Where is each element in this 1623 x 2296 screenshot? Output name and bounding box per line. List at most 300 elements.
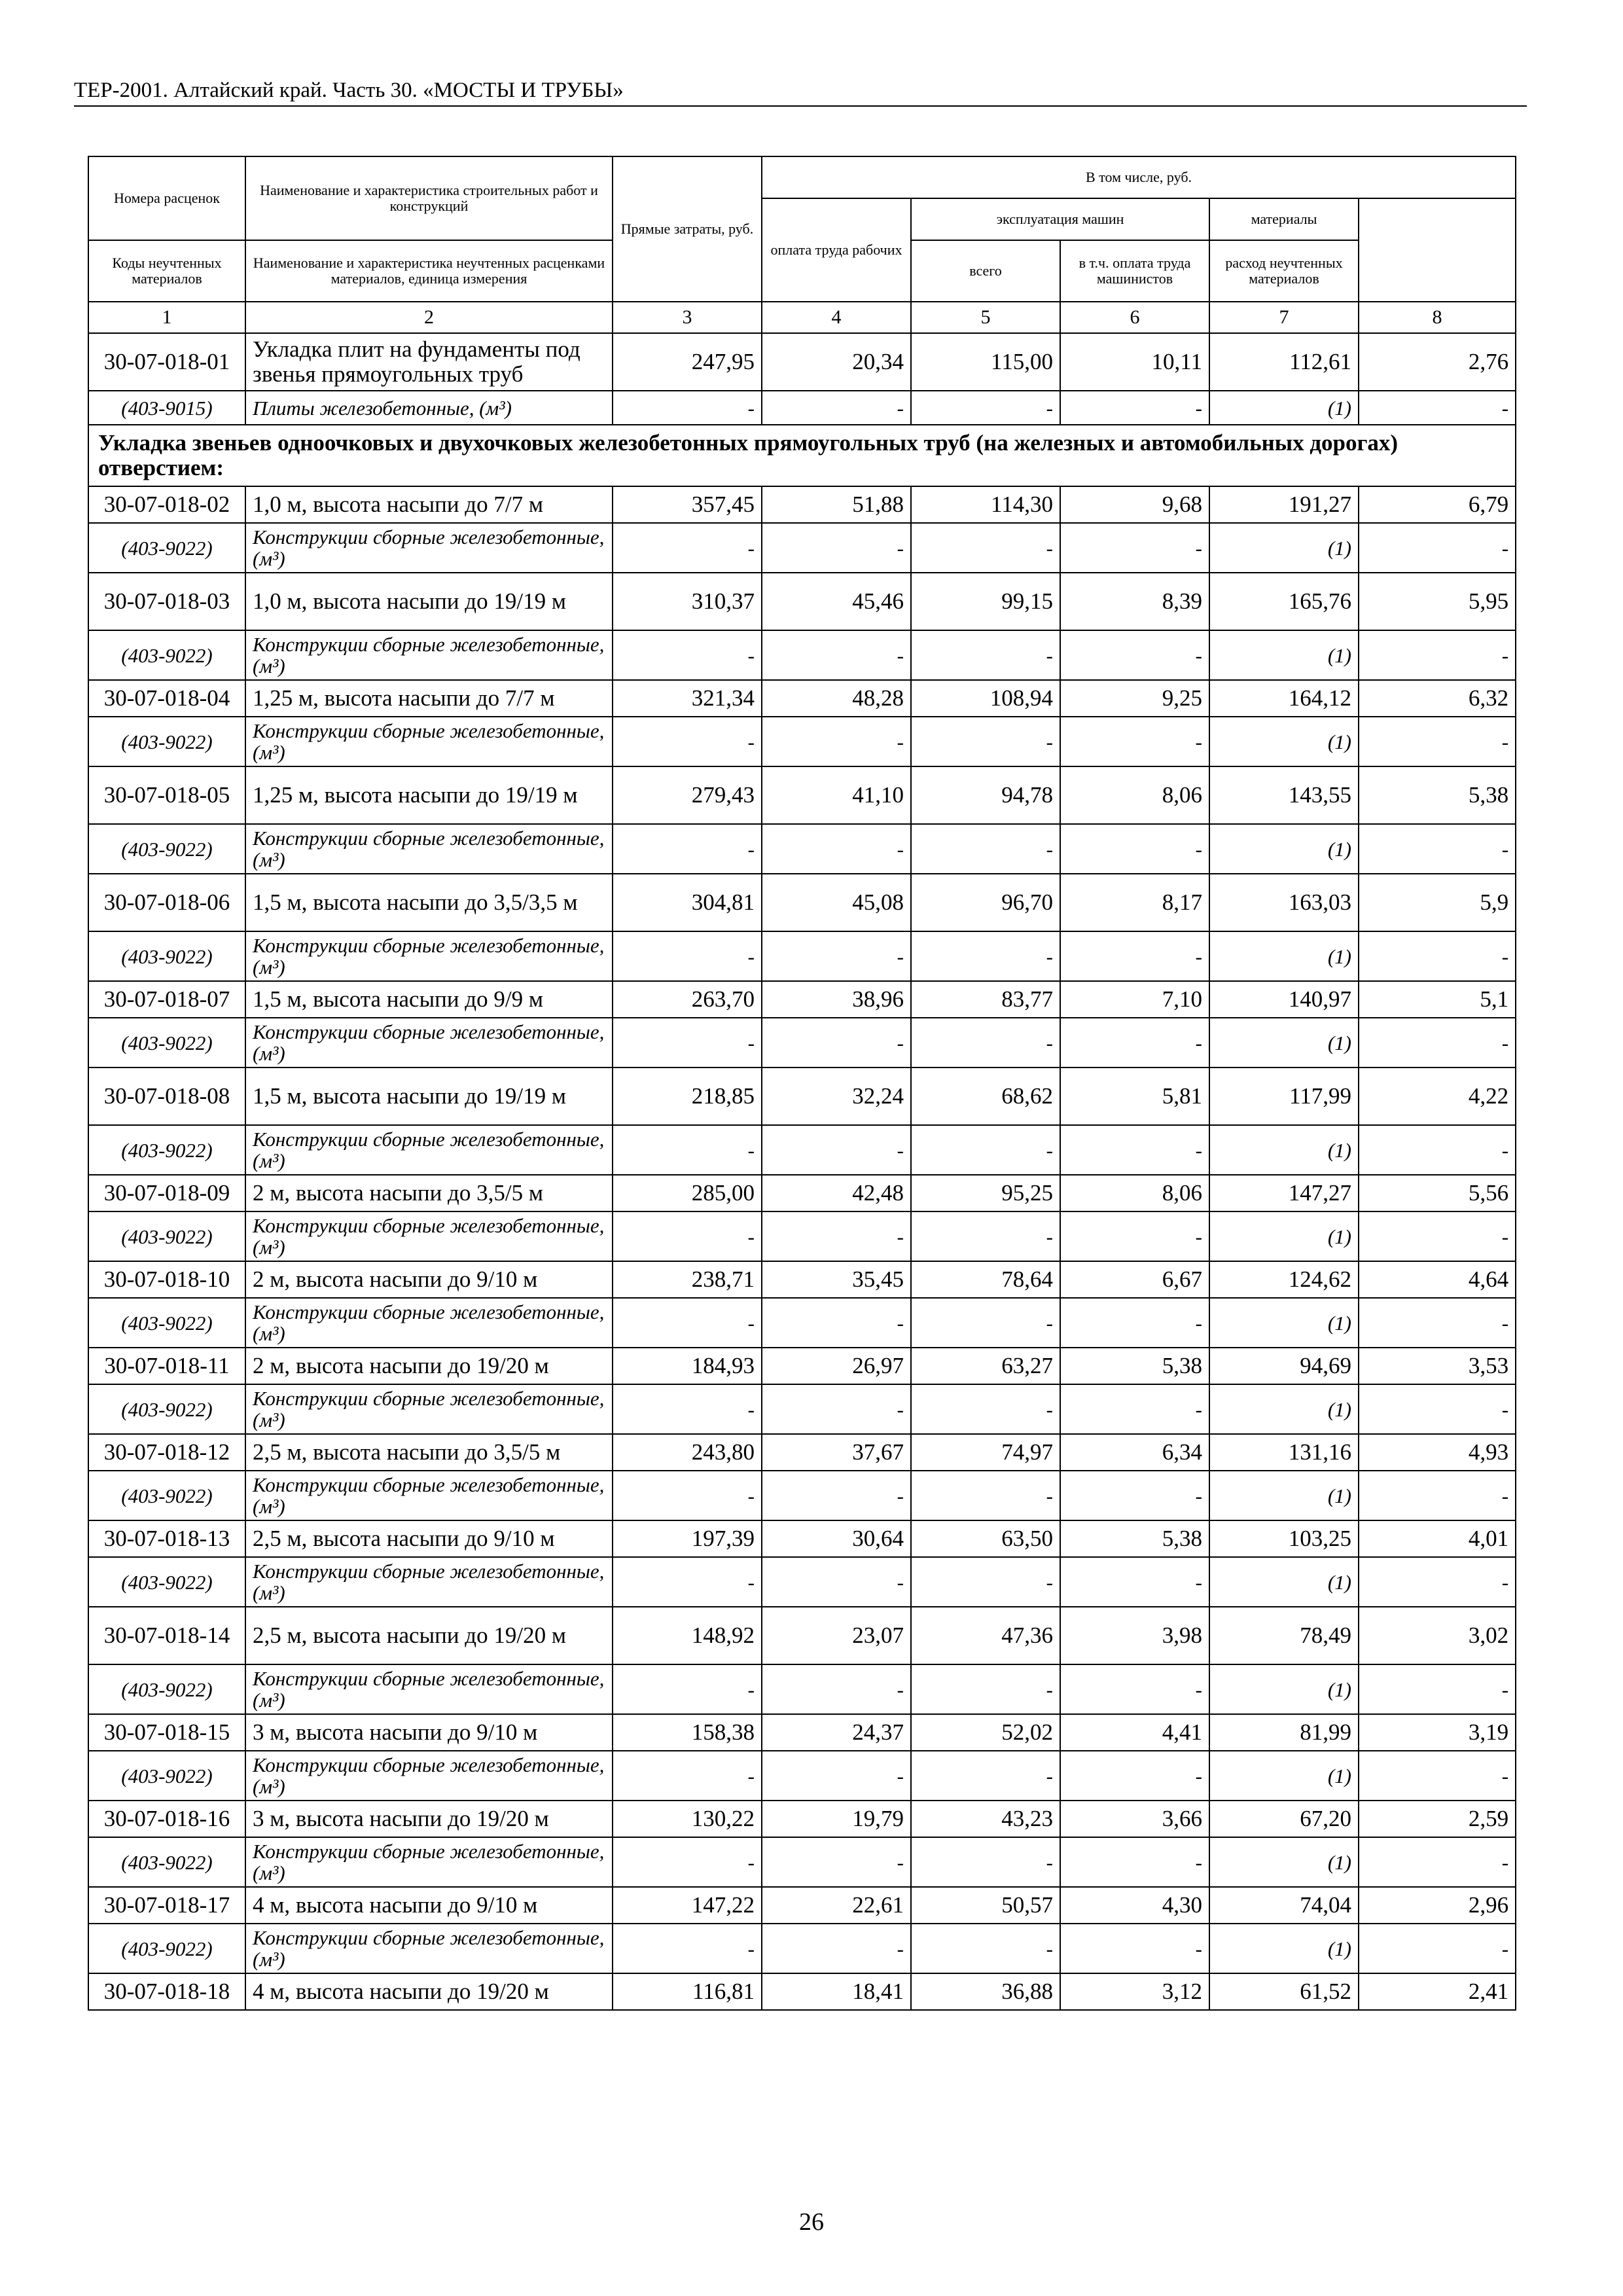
material-value: - (1359, 1751, 1516, 1801)
material-name: Конструкции сборные железобетонные, (м³) (245, 717, 613, 766)
direct-costs-value: 197,39 (613, 1520, 762, 1557)
header-machines-total: всего (911, 240, 1060, 302)
material-value: - (762, 1018, 911, 1067)
material-value: - (613, 1924, 762, 1973)
materials-value: 67,20 (1209, 1801, 1359, 1837)
material-value: - (762, 717, 911, 766)
material-code: (403-9022) (88, 717, 245, 766)
material-code: (403-9022) (88, 1384, 245, 1434)
table-body (88, 156, 1516, 2010)
table-row (88, 981, 1516, 1018)
material-value: - (1359, 1125, 1516, 1175)
rate-code: 30-07-018-08 (88, 1067, 245, 1125)
material-row (88, 391, 1516, 425)
work-name: 4 м, высота насыпи до 9/10 м (245, 1887, 613, 1924)
table-row (88, 1261, 1516, 1298)
direct-costs-value: 158,38 (613, 1714, 762, 1751)
materials-value: 191,27 (1209, 486, 1359, 523)
header-including: В том числе, руб. (762, 156, 1516, 198)
labor-pay-value: 42,48 (762, 1175, 911, 1211)
material-value: - (1060, 824, 1209, 874)
direct-costs-value: 147,22 (613, 1887, 762, 1924)
material-value: - (762, 1557, 911, 1607)
table-row (88, 1520, 1516, 1557)
column-number: 7 (1209, 302, 1359, 333)
material-value: - (1060, 1664, 1209, 1714)
material-code: (403-9022) (88, 1298, 245, 1348)
material-value: - (1060, 630, 1209, 680)
labor-pay-value: 45,08 (762, 874, 911, 931)
machines-total-value: 108,94 (911, 680, 1060, 717)
materials-value: 81,99 (1209, 1714, 1359, 1751)
direct-costs-value: 321,34 (613, 680, 762, 717)
labor-pay-value: 30,64 (762, 1520, 911, 1557)
material-value: - (1359, 1664, 1516, 1714)
material-value: - (911, 1211, 1060, 1261)
column-number: 8 (1359, 302, 1516, 333)
material-code: (403-9022) (88, 1557, 245, 1607)
labor-pay-value: 24,37 (762, 1714, 911, 1751)
work-name: 1,0 м, высота насыпи до 19/19 м (245, 573, 613, 630)
material-value: (1) (1209, 630, 1359, 680)
material-value: - (613, 1125, 762, 1175)
materials-value: 94,69 (1209, 1348, 1359, 1384)
column-number: 2 (245, 302, 613, 333)
materials-value: 131,16 (1209, 1434, 1359, 1471)
table-row (88, 573, 1516, 630)
machines-total-value: 47,36 (911, 1607, 1060, 1664)
machines-total-value: 96,70 (911, 874, 1060, 931)
machines-labor-value: 6,34 (1060, 1434, 1209, 1471)
material-value: - (911, 1924, 1060, 1973)
materials-value: 117,99 (1209, 1067, 1359, 1125)
material-value: - (762, 1471, 911, 1520)
machines-total-value: 63,27 (911, 1348, 1060, 1384)
header-code-sub: Коды неучтенных материалов (88, 240, 245, 302)
direct-costs-value: 148,92 (613, 1607, 762, 1664)
machines-labor-value: 8,39 (1060, 573, 1209, 630)
machines-labor-value: 5,38 (1060, 1520, 1209, 1557)
material-value: (1) (1209, 523, 1359, 573)
work-name: 1,5 м, высота насыпи до 9/9 м (245, 981, 613, 1018)
direct-costs-value: 310,37 (613, 573, 762, 630)
machines-labor-value: 3,66 (1060, 1801, 1209, 1837)
material-code: (403-9022) (88, 824, 245, 874)
material-value: (1) (1209, 391, 1359, 425)
material-value: - (911, 931, 1060, 981)
material-value: (1) (1209, 1298, 1359, 1348)
labor-hours-value: 4,93 (1359, 1434, 1516, 1471)
labor-hours-value: 6,79 (1359, 486, 1516, 523)
labor-pay-value: 51,88 (762, 486, 911, 523)
material-value: - (1060, 1924, 1209, 1973)
rate-code: 30-07-018-07 (88, 981, 245, 1018)
labor-pay-value: 32,24 (762, 1067, 911, 1125)
material-row (88, 1751, 1516, 1801)
labor-pay-value: 23,07 (762, 1607, 911, 1664)
material-name: Конструкции сборные железобетонные, (м³) (245, 1018, 613, 1067)
header-labor-pay: оплата труда рабочих (762, 198, 911, 302)
material-value: - (1060, 391, 1209, 425)
labor-hours-value: 4,64 (1359, 1261, 1516, 1298)
rate-code: 30-07-018-15 (88, 1714, 245, 1751)
labor-hours-value: 5,56 (1359, 1175, 1516, 1211)
machines-labor-value: 7,10 (1060, 981, 1209, 1018)
table-row (88, 1607, 1516, 1664)
material-row (88, 1837, 1516, 1887)
material-value: (1) (1209, 1018, 1359, 1067)
material-name: Конструкции сборные железобетонные, (м³) (245, 824, 613, 874)
material-value: - (613, 931, 762, 981)
column-number: 5 (911, 302, 1060, 333)
rates-table (88, 156, 1516, 2011)
machines-total-value: 78,64 (911, 1261, 1060, 1298)
material-value: (1) (1209, 1837, 1359, 1887)
material-value: - (1359, 1471, 1516, 1520)
work-name: 1,5 м, высота насыпи до 19/19 м (245, 1067, 613, 1125)
material-name: Конструкции сборные железобетонные, (м³) (245, 1125, 613, 1175)
material-value: (1) (1209, 931, 1359, 981)
machines-total-value: 43,23 (911, 1801, 1060, 1837)
labor-hours-value: 2,76 (1359, 333, 1516, 391)
labor-hours-value: 3,53 (1359, 1348, 1516, 1384)
direct-costs-value: 243,80 (613, 1434, 762, 1471)
rate-code: 30-07-018-06 (88, 874, 245, 931)
labor-hours-value: 2,96 (1359, 1887, 1516, 1924)
direct-costs-value: 263,70 (613, 981, 762, 1018)
machines-total-value: 95,25 (911, 1175, 1060, 1211)
material-value: - (911, 1557, 1060, 1607)
material-value: - (1359, 1924, 1516, 1973)
material-code: (403-9022) (88, 1837, 245, 1887)
material-value: - (1060, 1471, 1209, 1520)
table-row (88, 680, 1516, 717)
rate-code: 30-07-018-10 (88, 1261, 245, 1298)
material-value: - (911, 1471, 1060, 1520)
column-number: 3 (613, 302, 762, 333)
column-number-row (88, 302, 1516, 333)
table-row (88, 874, 1516, 931)
material-value: - (1060, 717, 1209, 766)
material-value: - (911, 1018, 1060, 1067)
material-name: Конструкции сборные железобетонные, (м³) (245, 1557, 613, 1607)
materials-value: 112,61 (1209, 333, 1359, 391)
material-name: Конструкции сборные железобетонные, (м³) (245, 931, 613, 981)
materials-value: 61,52 (1209, 1973, 1359, 2010)
material-value: - (762, 1837, 911, 1887)
material-value: - (762, 1664, 911, 1714)
material-value: - (1359, 1384, 1516, 1434)
material-name: Конструкции сборные железобетонные, (м³) (245, 1384, 613, 1434)
rate-code: 30-07-018-09 (88, 1175, 245, 1211)
work-name: 2 м, высота насыпи до 19/20 м (245, 1348, 613, 1384)
material-value: - (1359, 523, 1516, 573)
machines-total-value: 68,62 (911, 1067, 1060, 1125)
work-name: 2,5 м, высота насыпи до 3,5/5 м (245, 1434, 613, 1471)
work-name: 2,5 м, высота насыпи до 9/10 м (245, 1520, 613, 1557)
work-name: 2,5 м, высота насыпи до 19/20 м (245, 1607, 613, 1664)
material-value: - (1060, 1298, 1209, 1348)
material-value: (1) (1209, 1125, 1359, 1175)
machines-labor-value: 9,68 (1060, 486, 1209, 523)
labor-pay-value: 37,67 (762, 1434, 911, 1471)
material-value: - (911, 1298, 1060, 1348)
material-value: - (911, 1125, 1060, 1175)
labor-pay-value: 35,45 (762, 1261, 911, 1298)
material-value: - (911, 391, 1060, 425)
header-row-1 (88, 156, 1516, 198)
material-value: - (1060, 1837, 1209, 1887)
section-title: Укладка звеньев одноочковых и двухочковых железобетонных прямоугольных труб (на железных и автомобильных дорогах) отверстием: (88, 425, 1516, 486)
materials-value: 165,76 (1209, 573, 1359, 630)
machines-labor-value: 6,67 (1060, 1261, 1209, 1298)
material-row (88, 824, 1516, 874)
materials-value: 163,03 (1209, 874, 1359, 931)
machines-labor-value: 9,25 (1060, 680, 1209, 717)
material-code: (403-9022) (88, 1018, 245, 1067)
labor-pay-value: 20,34 (762, 333, 911, 391)
header-machines-incl: в т.ч. оплата труда машинистов (1060, 240, 1209, 302)
labor-hours-value: 4,01 (1359, 1520, 1516, 1557)
material-code: (403-9015) (88, 391, 245, 425)
labor-pay-value: 48,28 (762, 680, 911, 717)
material-value: - (762, 1924, 911, 1973)
material-value: - (762, 1298, 911, 1348)
material-row (88, 1471, 1516, 1520)
material-name: Конструкции сборные железобетонные, (м³) (245, 1751, 613, 1801)
material-value: - (1359, 630, 1516, 680)
material-value: - (613, 1664, 762, 1714)
material-value: - (1060, 1211, 1209, 1261)
column-number: 1 (88, 302, 245, 333)
machines-total-value: 114,30 (911, 486, 1060, 523)
material-code: (403-9022) (88, 1924, 245, 1973)
direct-costs-value: 247,95 (613, 333, 762, 391)
material-value: - (911, 824, 1060, 874)
material-name: Конструкции сборные железобетонные, (м³) (245, 1837, 613, 1887)
material-value: - (1359, 1211, 1516, 1261)
material-value: - (1359, 824, 1516, 874)
material-value: - (911, 1384, 1060, 1434)
material-row (88, 523, 1516, 573)
material-value: (1) (1209, 1211, 1359, 1261)
material-value: - (1359, 1837, 1516, 1887)
work-name: 4 м, высота насыпи до 19/20 м (245, 1973, 613, 2010)
rate-code: 30-07-018-13 (88, 1520, 245, 1557)
machines-labor-value: 4,41 (1060, 1714, 1209, 1751)
material-value: - (1060, 1751, 1209, 1801)
material-value: - (1060, 931, 1209, 981)
section-row (88, 425, 1516, 486)
material-code: (403-9022) (88, 931, 245, 981)
material-value: - (911, 630, 1060, 680)
header-materials-sub: расход неучтенных материалов (1209, 240, 1359, 302)
machines-total-value: 74,97 (911, 1434, 1060, 1471)
labor-hours-value: 5,9 (1359, 874, 1516, 931)
material-value: - (1060, 1384, 1209, 1434)
header-direct-costs: Прямые затраты, руб. (613, 156, 762, 302)
table-row (88, 1175, 1516, 1211)
material-value: - (762, 824, 911, 874)
material-value: (1) (1209, 1557, 1359, 1607)
table-row (88, 1348, 1516, 1384)
materials-value: 143,55 (1209, 766, 1359, 824)
material-row (88, 1557, 1516, 1607)
materials-value: 140,97 (1209, 981, 1359, 1018)
material-value: - (1060, 1557, 1209, 1607)
header-name-sub: Наименование и характеристика неучтенных расценками материалов, единица измерения (245, 240, 613, 302)
work-name: 1,25 м, высота насыпи до 7/7 м (245, 680, 613, 717)
machines-labor-value: 10,11 (1060, 333, 1209, 391)
rate-code: 30-07-018-14 (88, 1607, 245, 1664)
material-value: - (613, 1837, 762, 1887)
material-value: - (1060, 1125, 1209, 1175)
material-value: - (911, 1664, 1060, 1714)
material-name: Конструкции сборные железобетонные, (м³) (245, 1298, 613, 1348)
rate-code: 30-07-018-02 (88, 486, 245, 523)
direct-costs-value: 238,71 (613, 1261, 762, 1298)
material-value: - (613, 1751, 762, 1801)
materials-value: 147,27 (1209, 1175, 1359, 1211)
material-value: - (1359, 931, 1516, 981)
material-value: - (1359, 391, 1516, 425)
rate-code: 30-07-018-12 (88, 1434, 245, 1471)
material-name: Конструкции сборные железобетонные, (м³) (245, 523, 613, 573)
material-row (88, 1664, 1516, 1714)
labor-hours-value: 5,1 (1359, 981, 1516, 1018)
material-value: - (762, 1384, 911, 1434)
material-value: (1) (1209, 1471, 1359, 1520)
rate-code: 30-07-018-17 (88, 1887, 245, 1924)
table-row (88, 1887, 1516, 1924)
machines-labor-value: 5,81 (1060, 1067, 1209, 1125)
material-value: - (762, 1125, 911, 1175)
header-rule (74, 105, 1527, 107)
material-value: - (762, 931, 911, 981)
material-name: Конструкции сборные железобетонные, (м³) (245, 1471, 613, 1520)
material-value: - (762, 391, 911, 425)
material-name: Конструкции сборные железобетонные, (м³) (245, 630, 613, 680)
material-row (88, 1018, 1516, 1067)
labor-pay-value: 22,61 (762, 1887, 911, 1924)
material-value: - (613, 391, 762, 425)
material-value: - (613, 1018, 762, 1067)
material-code: (403-9022) (88, 1211, 245, 1261)
material-value: - (911, 1751, 1060, 1801)
rate-code: 30-07-018-04 (88, 680, 245, 717)
material-value: - (613, 630, 762, 680)
table-row (88, 333, 1516, 391)
machines-total-value: 36,88 (911, 1973, 1060, 2010)
work-name: 1,5 м, высота насыпи до 3,5/3,5 м (245, 874, 613, 931)
labor-hours-value: 5,38 (1359, 766, 1516, 824)
table-row (88, 1714, 1516, 1751)
material-code: (403-9022) (88, 523, 245, 573)
material-value: (1) (1209, 1924, 1359, 1973)
labor-hours-value: 4,22 (1359, 1067, 1516, 1125)
work-name: 1,0 м, высота насыпи до 7/7 м (245, 486, 613, 523)
material-value: - (762, 1751, 911, 1801)
direct-costs-value: 116,81 (613, 1973, 762, 2010)
material-code: (403-9022) (88, 1125, 245, 1175)
material-value: - (1359, 1557, 1516, 1607)
material-value: (1) (1209, 1664, 1359, 1714)
materials-value: 74,04 (1209, 1887, 1359, 1924)
materials-value: 124,62 (1209, 1261, 1359, 1298)
running-header: ТЕР-2001. Алтайский край. Часть 30. «МОСТЫ И ТРУБЫ» (74, 79, 624, 102)
material-value: - (762, 523, 911, 573)
labor-pay-value: 26,97 (762, 1348, 911, 1384)
work-name: 3 м, высота насыпи до 9/10 м (245, 1714, 613, 1751)
material-name: Плиты железобетонные, (м³) (245, 391, 613, 425)
machines-total-value: 99,15 (911, 573, 1060, 630)
material-row (88, 1211, 1516, 1261)
machines-total-value: 50,57 (911, 1887, 1060, 1924)
material-value: (1) (1209, 1384, 1359, 1434)
material-value: - (1359, 1298, 1516, 1348)
page-number: 26 (799, 2208, 824, 2236)
material-value: - (1060, 523, 1209, 573)
column-number: 6 (1060, 302, 1209, 333)
table-row (88, 486, 1516, 523)
rate-code: 30-07-018-18 (88, 1973, 245, 2010)
material-value: - (613, 1471, 762, 1520)
materials-value: 78,49 (1209, 1607, 1359, 1664)
material-row (88, 1924, 1516, 1973)
direct-costs-value: 285,00 (613, 1175, 762, 1211)
header-name: Наименование и характеристика строительных работ и конструкций (245, 156, 613, 240)
material-row (88, 630, 1516, 680)
work-name: Укладка плит на фундаменты под звенья прямоугольных труб (245, 333, 613, 391)
work-name: 3 м, высота насыпи до 19/20 м (245, 1801, 613, 1837)
material-value: - (613, 717, 762, 766)
machines-total-value: 115,00 (911, 333, 1060, 391)
table-row (88, 766, 1516, 824)
labor-hours-value: 5,95 (1359, 573, 1516, 630)
table-row (88, 1067, 1516, 1125)
material-value: - (911, 1837, 1060, 1887)
machines-labor-value: 4,30 (1060, 1887, 1209, 1924)
material-row (88, 1125, 1516, 1175)
material-row (88, 1298, 1516, 1348)
rate-code: 30-07-018-01 (88, 333, 245, 391)
materials-value: 103,25 (1209, 1520, 1359, 1557)
machines-labor-value: 5,38 (1060, 1348, 1209, 1384)
material-value: - (613, 1557, 762, 1607)
direct-costs-value: 279,43 (613, 766, 762, 824)
machines-total-value: 52,02 (911, 1714, 1060, 1751)
direct-costs-value: 184,93 (613, 1348, 762, 1384)
material-value: - (613, 1384, 762, 1434)
table-row (88, 1801, 1516, 1837)
labor-pay-value: 18,41 (762, 1973, 911, 2010)
material-value: - (762, 630, 911, 680)
material-value: - (1060, 1018, 1209, 1067)
labor-pay-value: 19,79 (762, 1801, 911, 1837)
material-value: - (613, 1298, 762, 1348)
material-code: (403-9022) (88, 1471, 245, 1520)
labor-hours-value: 3,02 (1359, 1607, 1516, 1664)
material-value: (1) (1209, 717, 1359, 766)
machines-labor-value: 3,98 (1060, 1607, 1209, 1664)
material-name: Конструкции сборные железобетонные, (м³) (245, 1211, 613, 1261)
material-value: - (1359, 1018, 1516, 1067)
material-row (88, 1384, 1516, 1434)
machines-labor-value: 3,12 (1060, 1973, 1209, 2010)
labor-hours-value: 2,59 (1359, 1801, 1516, 1837)
direct-costs-value: 304,81 (613, 874, 762, 931)
rate-code: 30-07-018-16 (88, 1801, 245, 1837)
